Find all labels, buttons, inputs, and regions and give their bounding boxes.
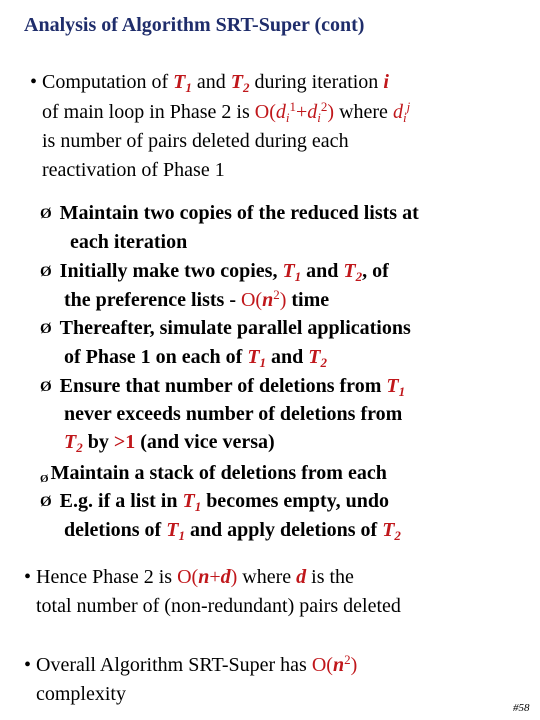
text: of main loop in Phase 2 is	[42, 101, 255, 123]
bullet-glyph: •	[30, 71, 38, 93]
superscript: 2	[320, 99, 328, 114]
text: Maintain a stack of deletions from each	[50, 462, 387, 484]
arrow-bullet-icon: Ø	[40, 321, 52, 337]
text: E.g. if a list in	[59, 490, 183, 512]
sub-bullet-thereafter	[40, 318, 411, 338]
arrow-bullet-icon: Ø	[40, 206, 52, 222]
math-T: T	[343, 260, 356, 282]
subscript: 2	[242, 80, 250, 95]
bullet-glyph: •	[24, 654, 32, 676]
superscript: j	[406, 99, 411, 114]
text: where	[237, 566, 297, 588]
math-T: T	[230, 71, 243, 93]
slide-title: Analysis of Algorithm SRT-Super (cont)	[24, 14, 365, 36]
bullet-hence-line-2: total number of (non-redundant) pairs deleted	[36, 595, 401, 617]
subscript: 1	[259, 355, 267, 370]
text: becomes empty, undo	[201, 490, 389, 512]
math: d	[307, 101, 318, 123]
subscript: 1	[294, 269, 302, 284]
bullet-overall-line-2: complexity	[36, 683, 126, 705]
math: )	[327, 101, 335, 123]
math: O(	[240, 289, 263, 311]
bullet-computation-line-3: is number of pairs deleted during each	[42, 130, 349, 152]
text: Overall Algorithm SRT-Super has	[36, 654, 312, 676]
bullet-computation-line-2	[42, 99, 411, 125]
math-T: T	[182, 490, 195, 512]
text: Maintain two copies of the reduced lists at	[59, 202, 419, 224]
superscript: 2	[344, 652, 351, 667]
math: O(	[177, 566, 199, 588]
subscript: i	[402, 110, 407, 125]
text: and apply deletions of	[184, 519, 383, 541]
subscript: i	[317, 110, 321, 125]
text: Thereafter, simulate parallel applications	[59, 317, 411, 339]
math: O(	[254, 101, 276, 123]
arrow-bullet-icon: Ø	[40, 494, 52, 510]
sub-bullet-ensure-line-2: never exceeds number of deletions from	[64, 403, 403, 425]
math-n: n	[262, 289, 274, 311]
math-n: n	[198, 566, 210, 588]
sub-bullet-example	[40, 490, 389, 514]
sub-bullet-thereafter-line-2	[64, 346, 328, 370]
subscript: 1	[398, 384, 406, 399]
subscript: 1	[185, 80, 192, 95]
math: +	[296, 101, 308, 123]
math-T: T	[247, 346, 260, 368]
math-T: T	[386, 375, 399, 397]
subscript: 2	[355, 269, 363, 284]
math-d: d	[296, 566, 307, 588]
sub-bullet-ensure-line-3	[64, 431, 275, 455]
math-T: T	[308, 346, 321, 368]
arrow-bullet-icon: Ø	[40, 473, 49, 485]
subscript: 2	[394, 528, 401, 543]
sub-bullet-initially-line-2	[64, 287, 330, 311]
math: O(	[311, 654, 333, 676]
math-T: T	[173, 71, 186, 93]
superscript: 1	[289, 99, 296, 114]
math-T: T	[282, 260, 295, 282]
text: is the	[306, 566, 354, 588]
sub-bullet-ensure	[40, 375, 406, 399]
slide-number: #58	[513, 702, 530, 714]
text: where	[334, 101, 393, 123]
subscript: 1	[178, 528, 185, 543]
text: Hence Phase 2 is	[36, 566, 178, 588]
arrow-bullet-icon: Ø	[40, 379, 52, 395]
text: time	[286, 289, 330, 311]
sub-bullet-example-line-2	[64, 519, 401, 543]
math-T: T	[382, 519, 395, 541]
math-n: n	[332, 654, 345, 676]
math: d	[275, 101, 286, 123]
math-i: i	[383, 71, 389, 93]
math-T: T	[166, 519, 179, 541]
subscript: i	[285, 110, 290, 125]
text: and	[301, 260, 344, 282]
subscript: 2	[76, 440, 83, 455]
text: and	[191, 71, 231, 93]
bullet-hence	[24, 567, 354, 587]
math: >1	[113, 431, 136, 453]
text: during iteration	[249, 71, 384, 93]
bullet-computation-line-4: reactivation of Phase 1	[42, 159, 225, 181]
text: (and vice versa)	[135, 431, 275, 453]
math-T: T	[64, 431, 77, 453]
subscript: 1	[194, 499, 202, 514]
sub-bullet-stack	[40, 463, 387, 485]
text: , of	[362, 260, 389, 282]
bullet-glyph: •	[24, 566, 32, 588]
text: Initially make two copies,	[59, 260, 283, 282]
subscript: 2	[320, 355, 328, 370]
math-d: d	[220, 566, 231, 588]
arrow-bullet-icon: Ø	[40, 264, 52, 280]
bullet-overall	[24, 652, 358, 676]
bullet-computation-line-1	[30, 71, 389, 95]
math: d	[392, 101, 403, 123]
superscript: 2	[273, 287, 280, 302]
text: and	[266, 346, 309, 368]
math: )	[230, 566, 238, 588]
math: )	[279, 289, 287, 311]
text: the preference lists -	[64, 289, 241, 311]
math: )	[350, 654, 358, 676]
text: Computation of	[42, 71, 174, 93]
sub-bullet-maintain-copies	[40, 203, 419, 223]
text: Ensure that number of deletions from	[59, 375, 387, 397]
math: +	[209, 566, 221, 588]
sub-bullet-initially	[40, 260, 389, 284]
text: deletions of	[64, 519, 167, 541]
sub-bullet-maintain-copies-line-2: each iteration	[70, 231, 188, 253]
text: of Phase 1 on each of	[64, 346, 248, 368]
text: by	[82, 431, 114, 453]
